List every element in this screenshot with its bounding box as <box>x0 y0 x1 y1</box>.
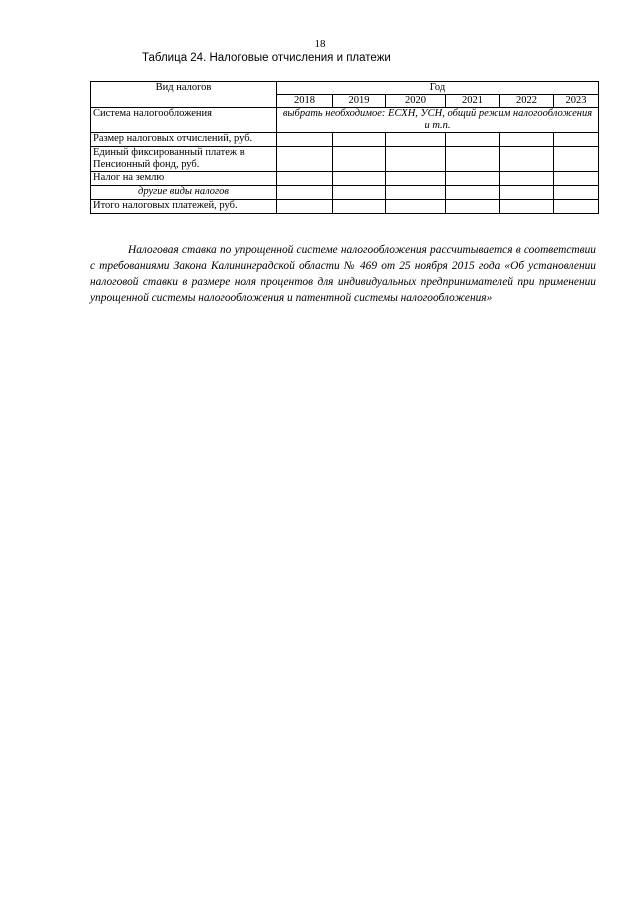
header-tax-type: Вид налогов <box>91 82 277 108</box>
year-2023: 2023 <box>554 95 599 108</box>
cell-empty[interactable] <box>333 147 386 172</box>
cell-empty[interactable] <box>277 147 333 172</box>
header-year: Год <box>277 82 599 95</box>
table-row-pension <box>91 147 599 172</box>
cell-empty[interactable] <box>277 172 333 186</box>
table-title: Таблица 24. Налоговые отчисления и платежи <box>142 52 391 64</box>
cell-empty[interactable] <box>554 186 599 200</box>
cell-empty[interactable] <box>446 147 500 172</box>
cell-empty[interactable] <box>500 172 554 186</box>
page-number: 18 <box>314 38 326 50</box>
cell-empty[interactable] <box>446 172 500 186</box>
cell-empty[interactable] <box>446 200 500 214</box>
cell-empty[interactable] <box>386 200 446 214</box>
row-label-system: Система налогообложения <box>91 108 277 133</box>
year-2018: 2018 <box>277 95 333 108</box>
cell-empty[interactable] <box>554 172 599 186</box>
cell-empty[interactable] <box>500 147 554 172</box>
table-header-row <box>91 82 599 95</box>
row-label-other: другие виды налогов <box>91 186 277 200</box>
year-2019: 2019 <box>333 95 386 108</box>
table-row-land <box>91 172 599 186</box>
cell-empty[interactable] <box>554 147 599 172</box>
cell-empty[interactable] <box>277 200 333 214</box>
cell-empty[interactable] <box>500 186 554 200</box>
system-note: выбрать необходимое: ЕСХН, УСН, общий режим налогообложения и т.п. <box>277 108 599 133</box>
year-2020: 2020 <box>386 95 446 108</box>
cell-empty[interactable] <box>386 172 446 186</box>
cell-empty[interactable] <box>333 200 386 214</box>
table-row-other <box>91 186 599 200</box>
cell-empty[interactable] <box>277 133 333 147</box>
table-row-total <box>91 200 599 214</box>
year-2022: 2022 <box>500 95 554 108</box>
year-2021: 2021 <box>446 95 500 108</box>
cell-empty[interactable] <box>446 133 500 147</box>
cell-empty[interactable] <box>554 200 599 214</box>
cell-empty[interactable] <box>333 133 386 147</box>
tax-table <box>90 81 599 214</box>
row-label-deductions: Размер налоговых отчислений, руб. <box>91 133 277 147</box>
cell-empty[interactable] <box>446 186 500 200</box>
cell-empty[interactable] <box>554 133 599 147</box>
cell-empty[interactable] <box>333 172 386 186</box>
cell-empty[interactable] <box>277 186 333 200</box>
cell-empty[interactable] <box>386 147 446 172</box>
row-label-total: Итого налоговых платежей, руб. <box>91 200 277 214</box>
table-row-system <box>91 108 599 133</box>
cell-empty[interactable] <box>386 133 446 147</box>
cell-empty[interactable] <box>333 186 386 200</box>
cell-empty[interactable] <box>500 200 554 214</box>
cell-empty[interactable] <box>386 186 446 200</box>
cell-empty[interactable] <box>500 133 554 147</box>
table-row-deductions <box>91 133 599 147</box>
row-label-land: Налог на землю <box>91 172 277 186</box>
row-label-pension: Единый фиксированный платеж в Пенсионный фонд, руб. <box>91 147 277 172</box>
tax-rate-note: Налоговая ставка по упрощенной системе налогообложения рассчитывается в соответствии с требованиями Закона Калининградской области № 469 от 25 ноября 2015 года «Об установлении налоговой ставки в размере ноля процентов для индивидуальных предпринимателей при применении упрощенной системы налогообложения и патентной системы налогообложения» <box>90 244 596 304</box>
